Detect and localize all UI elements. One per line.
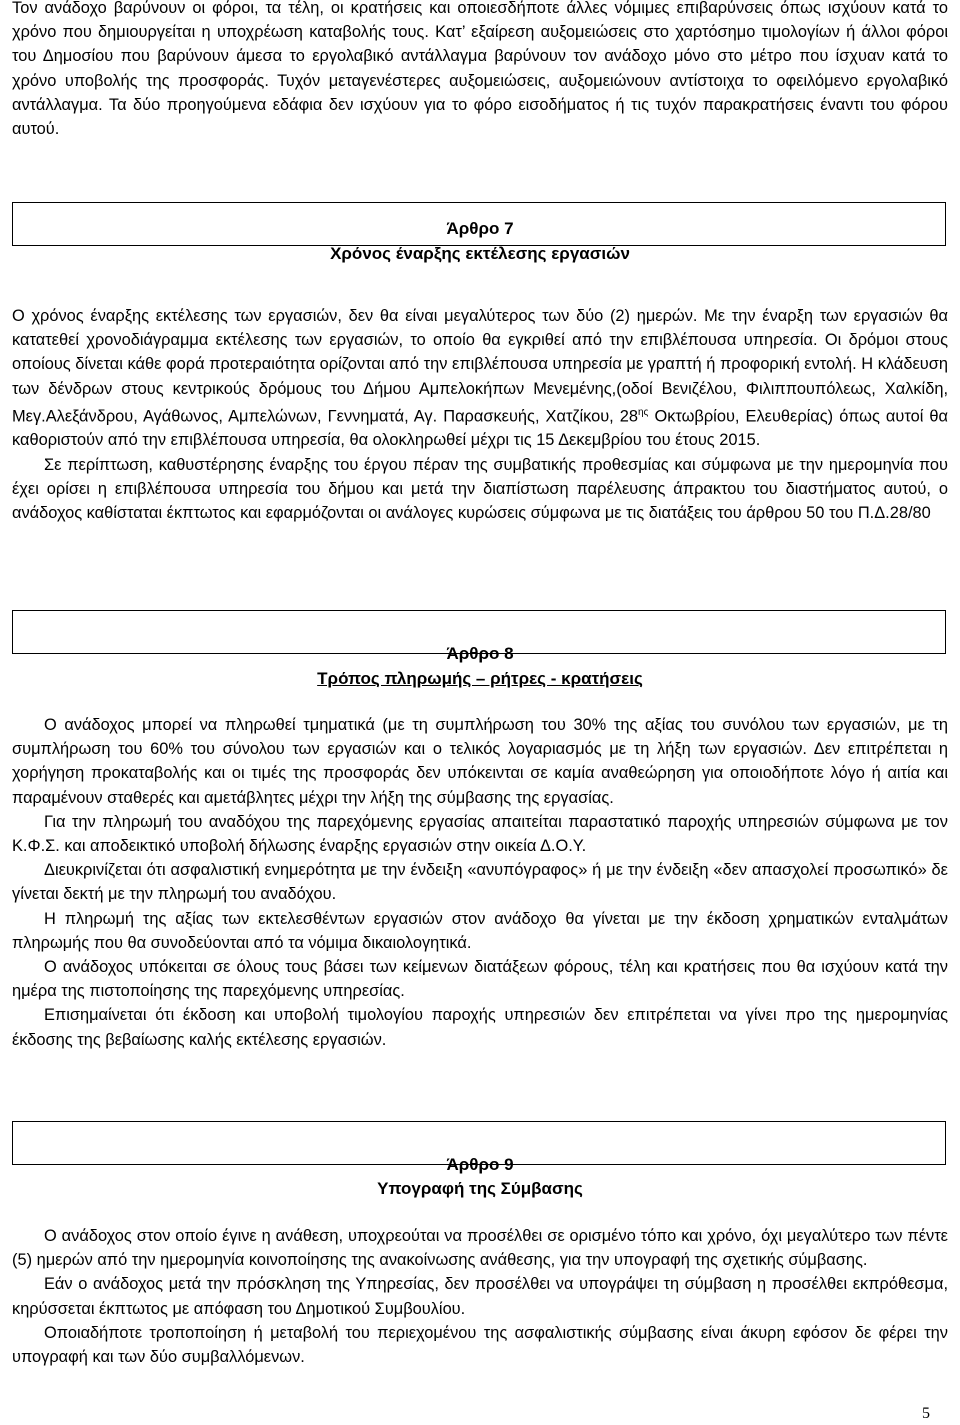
- article-7-p1-text: Ο χρόνος έναρξης εκτέλεσης των εργασιών, δεν θα είναι μεγαλύτερος των δύο (2) ημερών. Με την έναρξη των εργασιών θα κατατεθεί χρονοδιάγραμμα εκτέλεσης των εργασιών, το οποίο θα εγκριθεί από την επιβλέπουσα υπηρεσία. Οι δρόμοι στους οποίους δίνεται κάθε φορά προτεραιότητα ορίζονται από την επιβλέπουσα υπηρεσία με γραπτή ή προφορική εντολή. Η κλάδευση των δένδρων στους κεντρικούς δρόμους του Δήμου Αμπελοκήπων Μενεμένης,(οδοί Βενιζέλου, Φιλιππουπόλεως, Χαλκίδη, Μεγ.Αλεξάνδρου, Αγάθωνος, Αμπελώνων, Γεννηματά, Αγ. Παρασκευής, Χατζίκου, 28: [12, 307, 948, 426]
- article-7-paragraph-1: [12, 304, 948, 453]
- article-8-body: [12, 713, 948, 1052]
- article-8-paragraph-2: Για την πληρωμή του αναδόχου της παρεχόμενης εργασίας απαιτείται παραστατικό παροχής υπηρεσιών σύμφωνα με τον Κ.Φ.Σ. και αποδεικτικό υποβολή δήλωσης έναρξης εργασιών στην οικεία Δ.Ο.Υ.: [12, 812, 948, 856]
- article-7-number: Άρθρο 7: [446, 219, 514, 238]
- page-number: 5: [922, 1405, 930, 1422]
- intro-section: [12, 0, 948, 141]
- article-8-paragraph-6: Επισημαίνεται ότι έκδοση και υποβολή τιμολογίου παροχής υπηρεσιών δεν επιτρέπεται να γίνει προ της ημερομηνίας έκδοσης της βεβαίωσης καλής εκτέλεσης εργασιών.: [12, 1006, 948, 1049]
- article-8-title: Τρόπος πληρωμής – ρήτρες - κρατήσεις: [317, 669, 643, 688]
- article-9-paragraph-1: Ο ανάδοχος στον οποίο έγινε η ανάθεση, υποχρεούται να προσέλθει σε ορισμένο τόπο και χρόνο, όχι μεγαλύτερο των πέντε (5) ημερών από την ημερομηνία κοινοποίησης της ανακοίνωσης ανάθεσης, για την υπογραφή της σχετικής σύμβασης.: [12, 1227, 948, 1270]
- article-7-title: Χρόνος έναρξης εκτέλεσης εργασιών: [330, 244, 630, 263]
- article-8-number: Άρθρο 8: [446, 644, 514, 663]
- article-9-title: Υπογραφή της Σύμβασης: [377, 1179, 583, 1198]
- intro-paragraph: Τον ανάδοχο βαρύνουν οι φόροι, τα τέλη, οι κρατήσεις και οποιεσδήποτε άλλες νόμιμες επιβαρύνσεις όπως ισχύουν κατά το χρόνο που δημιουργείται η υποχρέωση καταβολής τους. Κατ’ εξαίρεση αυξομειώσεις στο χαρτόσημο τιμολογίων ή άλλοι φόροι του Δημοσίου που βαρύνουν άμεσα το εργολαβικό αντάλλαγμα βαρύνουν τον ανάδοχο μόνο στο μέτρο που ίσχυαν κατά το χρόνο υποβολής της προσφοράς. Τυχόν μεταγενέστερες αυξομειώσεις, αυξομειώνουν αντίστοιχα το οφειλόμενο εργολαβικό αντάλλαγμα. Τα δύο προηγούμενα εδάφια δεν ισχύουν για το φόρο εισοδήματος ή τις τυχόν παρακρατήσεις έναντι του φόρου αυτού.: [12, 0, 948, 139]
- article-9-paragraph-2: Εάν ο ανάδοχος μετά την πρόσκληση της Υπηρεσίας, δεν προσέλθει να υπογράψει τη σύμβαση η προσέλθει εκπρόθεσμα, κηρύσσεται έκπτωτος με απόφαση του Δημοτικού Συμβουλίου.: [12, 1275, 948, 1318]
- article-8-paragraph-1: Ο ανάδοχος μπορεί να πληρωθεί τμηματικά (με τη συμπλήρωση του 30% της αξίας του συνόλου των εργασιών, με τη συμπλήρωση του 60% του σύνολου των εργασιών και ο τελικός λογαριασμός με τη λήξη των εργασιών. Δεν επιτρέπεται η χορήγηση προκαταβολής και οι τιμές της προσφοράς δεν υπόκεινται σε καμία αναθεώρηση για οποιοδήποτε λόγο ή αιτία και παραμένουν σταθερές και αμετάβλητες μέχρι την λήξη της σύμβασης της εργασίας.: [12, 716, 948, 807]
- article-7-body: [12, 304, 948, 525]
- article-8-paragraph-4: Η πληρωμή της αξίας των εκτελεσθέντων εργασιών στον ανάδοχο θα γίνεται με την έκδοση χρηματικών ενταλμάτων πληρωμής που θα συνοδεύονται από τα νόμιμα δικαιολογητικά.: [12, 909, 948, 952]
- article-7-paragraph-2: Σε περίπτωση, καθυστέρησης έναρξης του έργου πέραν της συμβατικής προθεσμίας και σύμφωνα με την ημερομηνία που έχει ορίσει η επιβλέπουσα υπηρεσία του δήμου και μετά την διαπίστωση παρέλευσης άπρακτου του διαστήματος αυτού, ο ανάδοχος καθίσταται έκπτωτος και εφαρμόζονται οι ανάλογες κυρώσεις σύμφωνα με τις διατάξεις του άρθρου 50 του Π.Δ.28/80: [12, 455, 948, 523]
- article-8-paragraph-3: Διευκρινίζεται ότι ασφαλιστική ενημερότητα με την ένδειξη «ανυπόγραφος» ή με την ένδειξη «δεν απασχολεί προσωπικό» δε γίνεται δεκτή με την πληρωμή του αναδόχου.: [12, 861, 948, 904]
- article-9-paragraph-3: Οποιαδήποτε τροποποίηση ή μεταβολή του περιεχομένου της ασφαλιστικής σύμβασης είναι άκυρη εφόσον δε φέρει την υπογραφή και των δύο συμβαλλόμενων.: [12, 1323, 948, 1367]
- article-8-paragraph-5: Ο ανάδοχος υπόκειται σε όλους τους βάσει των κείμενων διατάξεων φόρους, τέλη και κρατήσεις που θα ισχύουν κατά την ημέρα της πιστοποίησης της παρεχόμενης υπηρεσίας.: [12, 958, 948, 1001]
- article-7-p1-text-cont: Οκτωβρίου, Ελευθερίας) όπως αυτοί θα καθοριστούν από την επιβλέπουσα υπηρεσία, θα ολοκληρωθεί μέχρι τις 15 Δεκεμβρίου του έτους 2015.: [12, 407, 948, 450]
- article-9-body: [12, 1224, 948, 1369]
- article-9-number: Άρθρο 9: [446, 1155, 514, 1174]
- ordinal-suffix: ης: [638, 406, 649, 418]
